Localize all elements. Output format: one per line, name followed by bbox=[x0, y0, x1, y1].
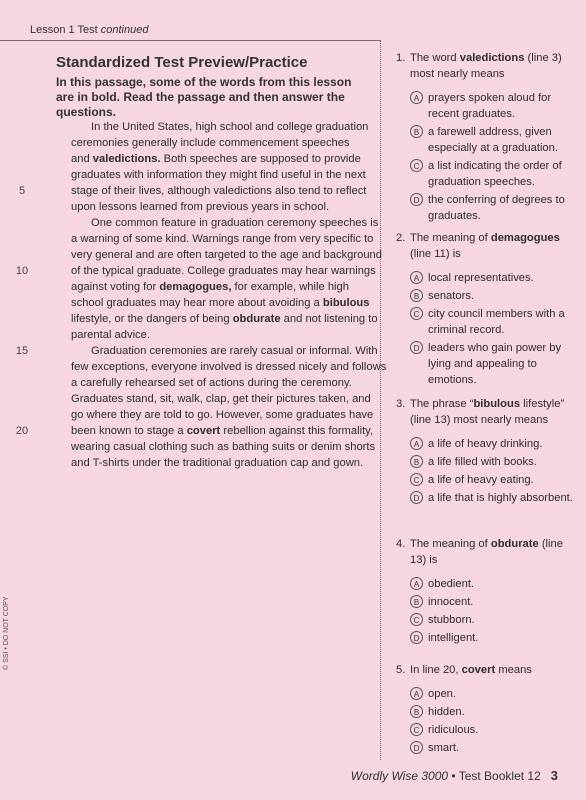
answer-bubble-icon[interactable]: D bbox=[410, 741, 423, 754]
page-footer bbox=[351, 768, 558, 783]
answer-text: senators. bbox=[428, 290, 475, 302]
answer-bubble-icon[interactable]: A bbox=[410, 577, 423, 590]
header-continued: continued bbox=[100, 24, 149, 36]
text-run: (line 13) is bbox=[410, 538, 563, 566]
answer-choice[interactable] bbox=[396, 686, 576, 702]
answer-bubble-icon[interactable]: A bbox=[410, 437, 423, 450]
answer-bubble-icon[interactable]: B bbox=[410, 125, 423, 138]
answer-text: leaders who gain power by lying and appealing to emotions. bbox=[428, 342, 562, 386]
answer-text: a life filled with books. bbox=[428, 456, 537, 468]
line-text bbox=[71, 263, 376, 279]
line-text bbox=[71, 391, 371, 407]
line-text bbox=[71, 135, 350, 151]
text-run: Graduates stand, sit, walk, clap, get their pictures taken, and bbox=[71, 393, 371, 405]
question-stem bbox=[396, 230, 576, 262]
answer-bubble-icon[interactable]: B bbox=[410, 595, 423, 608]
line-text bbox=[71, 167, 366, 183]
answer-choice[interactable] bbox=[396, 454, 576, 470]
line-text bbox=[71, 455, 363, 471]
line-number: 10 bbox=[15, 265, 29, 277]
text-run: go where they are told to go. However, some graduates have bbox=[71, 409, 374, 421]
bold-vocab-word: covert bbox=[461, 664, 496, 676]
question bbox=[396, 662, 576, 756]
question-number: 5. bbox=[396, 664, 406, 676]
answer-text: intelligent. bbox=[428, 632, 479, 644]
bold-vocab-word: covert bbox=[186, 425, 221, 437]
copyright-side-note: © SSI • DO NOT COPY bbox=[3, 596, 10, 670]
bold-vocab-word: demagogues, bbox=[159, 281, 232, 293]
question-text bbox=[410, 50, 576, 82]
answer-bubble-icon[interactable]: C bbox=[410, 307, 423, 320]
question-number: 1. bbox=[396, 52, 406, 64]
text-run: few exceptions, everyone involved is dressed nicely and follows bbox=[71, 361, 387, 373]
answer-choice[interactable] bbox=[396, 340, 576, 388]
text-run: In line 20, bbox=[410, 664, 462, 676]
bold-vocab-word: bibulous bbox=[473, 398, 521, 410]
answer-choice[interactable] bbox=[396, 270, 576, 286]
text-run: against voting for bbox=[71, 281, 160, 293]
bold-vocab-word: valedictions bbox=[459, 52, 525, 64]
question-stem bbox=[396, 50, 576, 82]
line-text bbox=[71, 311, 378, 327]
passage-line bbox=[0, 295, 380, 311]
bold-vocab-word: obdurate bbox=[232, 313, 281, 325]
passage-line bbox=[0, 375, 380, 391]
answer-text: local representatives. bbox=[428, 272, 534, 284]
passage-line bbox=[0, 391, 380, 407]
line-text bbox=[71, 375, 352, 391]
answer-bubble-icon[interactable]: D bbox=[410, 193, 423, 206]
answer-text: a life that is highly absorbent. bbox=[428, 492, 573, 504]
line-text bbox=[71, 423, 373, 439]
text-run: The phrase “ bbox=[410, 398, 474, 410]
bold-vocab-word: demagogues bbox=[490, 232, 560, 244]
passage-line bbox=[0, 343, 380, 359]
passage-line bbox=[0, 359, 387, 375]
text-run: ceremonies generally include commencement speeches bbox=[71, 137, 350, 149]
answer-text: innocent. bbox=[428, 596, 474, 608]
footer-book-title: Wordly Wise 3000 bbox=[350, 769, 449, 783]
line-number: 5 bbox=[18, 185, 26, 197]
text-run: lifestyle, or the dangers of being bbox=[71, 313, 233, 325]
passage-line bbox=[0, 151, 380, 167]
question-text bbox=[410, 536, 576, 568]
answer-text: open. bbox=[428, 688, 456, 700]
answer-bubble-icon[interactable]: C bbox=[410, 613, 423, 626]
answer-choice[interactable] bbox=[396, 722, 576, 738]
text-run: stage of their lives, although valedictions also tend to reflect bbox=[71, 185, 367, 197]
answer-text: a farewell address, given especially at a graduation. bbox=[428, 126, 558, 154]
question bbox=[396, 536, 576, 646]
question-stem bbox=[396, 662, 576, 678]
text-run: Both speeches are supposed to provide bbox=[160, 153, 361, 165]
question-text bbox=[410, 662, 576, 678]
header-rule bbox=[0, 40, 380, 41]
text-run: school graduates may hear more about avoiding a bbox=[71, 297, 323, 309]
header-label bbox=[30, 24, 148, 36]
answer-text: ridiculous. bbox=[428, 724, 479, 736]
text-run: The meaning of bbox=[410, 538, 491, 550]
line-text bbox=[71, 359, 386, 375]
text-run: and T-shirts under the traditional graduation cap and gown. bbox=[71, 457, 364, 469]
answer-choice[interactable] bbox=[396, 90, 576, 122]
answer-bubble-icon[interactable]: C bbox=[410, 473, 423, 486]
footer-booklet: Test Booklet 12 bbox=[458, 769, 541, 783]
text-run: (line 11) is bbox=[410, 248, 461, 260]
text-run: (line 3) most nearly means bbox=[410, 52, 562, 80]
question bbox=[396, 396, 576, 506]
line-text bbox=[71, 247, 382, 263]
question-text bbox=[410, 230, 576, 262]
passage-line bbox=[0, 263, 380, 279]
line-text bbox=[71, 151, 361, 167]
answer-choice[interactable] bbox=[396, 472, 576, 488]
passage-line bbox=[0, 119, 380, 135]
passage-line bbox=[0, 327, 380, 343]
text-run: lifestyle” (line 13) most nearly means bbox=[410, 398, 565, 426]
passage-line bbox=[0, 135, 380, 151]
passage-line bbox=[0, 407, 380, 423]
line-text bbox=[71, 295, 369, 311]
question bbox=[396, 230, 576, 388]
answer-bubble-icon[interactable]: B bbox=[410, 289, 423, 302]
column-divider bbox=[380, 40, 381, 760]
question-number: 2. bbox=[396, 232, 406, 244]
answer-choice[interactable] bbox=[396, 158, 576, 190]
passage-line bbox=[0, 439, 380, 455]
question-stem bbox=[396, 396, 576, 428]
header-lesson: Lesson 1 Test bbox=[30, 24, 98, 36]
passage-line bbox=[0, 423, 380, 439]
answer-text: stubborn. bbox=[428, 614, 475, 626]
question-number: 4. bbox=[396, 538, 406, 550]
text-run: wearing casual clothing such as bathing suits or denim shorts bbox=[71, 441, 376, 453]
text-run: been known to stage a bbox=[71, 425, 187, 437]
answer-choice[interactable] bbox=[396, 612, 576, 628]
answer-bubble-icon[interactable]: B bbox=[410, 455, 423, 468]
question-stem bbox=[396, 536, 576, 568]
text-run: parental advice. bbox=[71, 329, 150, 341]
bold-vocab-word: obdurate bbox=[490, 538, 539, 550]
passage-line bbox=[0, 167, 380, 183]
passage-line bbox=[0, 231, 380, 247]
answer-bubble-icon[interactable]: D bbox=[410, 631, 423, 644]
passage-line bbox=[0, 455, 380, 471]
answer-text: the conferring of degrees to graduates. bbox=[428, 194, 565, 222]
line-text bbox=[71, 231, 373, 247]
line-text bbox=[71, 279, 349, 295]
text-run: In the United States, high school and college graduation bbox=[91, 121, 369, 133]
line-text bbox=[91, 343, 378, 359]
answer-bubble-icon[interactable]: D bbox=[410, 491, 423, 504]
answer-choice[interactable] bbox=[396, 740, 576, 756]
answer-bubble-icon[interactable]: C bbox=[410, 723, 423, 736]
answer-text: prayers spoken aloud for recent graduates. bbox=[428, 92, 552, 120]
section-title: Standardized Test Preview/Practice bbox=[56, 54, 308, 71]
answer-text: obedient. bbox=[428, 578, 475, 590]
answer-choice[interactable] bbox=[396, 576, 576, 592]
text-run: a carefully rehearsed set of actions during the ceremony. bbox=[71, 377, 352, 389]
answer-choice[interactable] bbox=[396, 436, 576, 452]
page-number: 3 bbox=[550, 768, 558, 783]
question bbox=[396, 50, 576, 224]
passage-line bbox=[0, 199, 380, 215]
answer-choice[interactable] bbox=[396, 490, 576, 506]
line-text bbox=[71, 183, 366, 199]
answer-choice[interactable] bbox=[396, 124, 576, 156]
text-run: and bbox=[71, 153, 93, 165]
passage-line bbox=[0, 247, 380, 263]
text-run: and not listening to bbox=[280, 313, 378, 325]
text-run: of the typical graduate. College graduates may hear warnings bbox=[71, 265, 376, 277]
answer-choice[interactable] bbox=[396, 704, 576, 720]
line-text bbox=[71, 407, 373, 423]
text-run: for example, while high bbox=[231, 281, 349, 293]
answer-text: a life of heavy drinking. bbox=[428, 438, 543, 450]
text-run: means bbox=[495, 664, 532, 676]
answer-bubble-icon[interactable]: A bbox=[410, 687, 423, 700]
bold-vocab-word: bibulous bbox=[322, 297, 370, 309]
answer-text: hidden. bbox=[428, 706, 465, 718]
answer-bubble-icon[interactable]: C bbox=[410, 159, 423, 172]
answer-choice[interactable] bbox=[396, 594, 576, 610]
question-number: 3. bbox=[396, 398, 406, 410]
reading-passage bbox=[0, 119, 387, 471]
text-run: very general and are often targeted to the age and background bbox=[71, 249, 382, 261]
question-text bbox=[410, 396, 576, 428]
answer-text: city council members with a criminal record. bbox=[428, 308, 565, 336]
text-run: rebellion against this formality, bbox=[220, 425, 374, 437]
text-run: a warning of some kind. Warnings range from very specific to bbox=[71, 233, 374, 245]
text-run: upon lessons learned from previous years in school. bbox=[71, 201, 330, 213]
answer-bubble-icon[interactable]: A bbox=[410, 271, 423, 284]
passage-line bbox=[0, 215, 380, 231]
text-run: graduates with information they might find useful in the next bbox=[71, 169, 366, 181]
answer-text: a life of heavy eating. bbox=[428, 474, 534, 486]
bold-vocab-word: valedictions. bbox=[92, 153, 161, 165]
line-text bbox=[71, 327, 150, 343]
line-text bbox=[91, 215, 378, 231]
passage-line bbox=[0, 279, 380, 295]
line-text bbox=[71, 439, 375, 455]
text-run: Graduation ceremonies are rarely casual or informal. With bbox=[91, 345, 378, 357]
line-number: 15 bbox=[15, 345, 29, 357]
answer-choice[interactable] bbox=[396, 630, 576, 646]
answer-text: a list indicating the order of graduation speeches. bbox=[428, 160, 562, 188]
answer-choice[interactable] bbox=[396, 192, 576, 224]
answer-choice[interactable] bbox=[396, 306, 576, 338]
passage-line bbox=[0, 183, 380, 199]
line-text bbox=[91, 119, 368, 135]
instructions: In this passage, some of the words from this lesson are in bold. Read the passage and then answer the questions. bbox=[56, 75, 352, 119]
text-run: One common feature in graduation ceremony speeches is bbox=[91, 217, 379, 229]
footer-separator: • bbox=[448, 769, 459, 783]
answer-bubble-icon[interactable]: D bbox=[410, 341, 423, 354]
text-run: The word bbox=[410, 52, 460, 64]
answer-choice[interactable] bbox=[396, 288, 576, 304]
line-text bbox=[71, 199, 329, 215]
text-run: The meaning of bbox=[410, 232, 491, 244]
passage-line bbox=[0, 311, 380, 327]
answer-text: smart. bbox=[428, 742, 460, 754]
line-number: 20 bbox=[15, 425, 29, 437]
answer-bubble-icon[interactable]: A bbox=[410, 91, 423, 104]
answer-bubble-icon[interactable]: B bbox=[410, 705, 423, 718]
